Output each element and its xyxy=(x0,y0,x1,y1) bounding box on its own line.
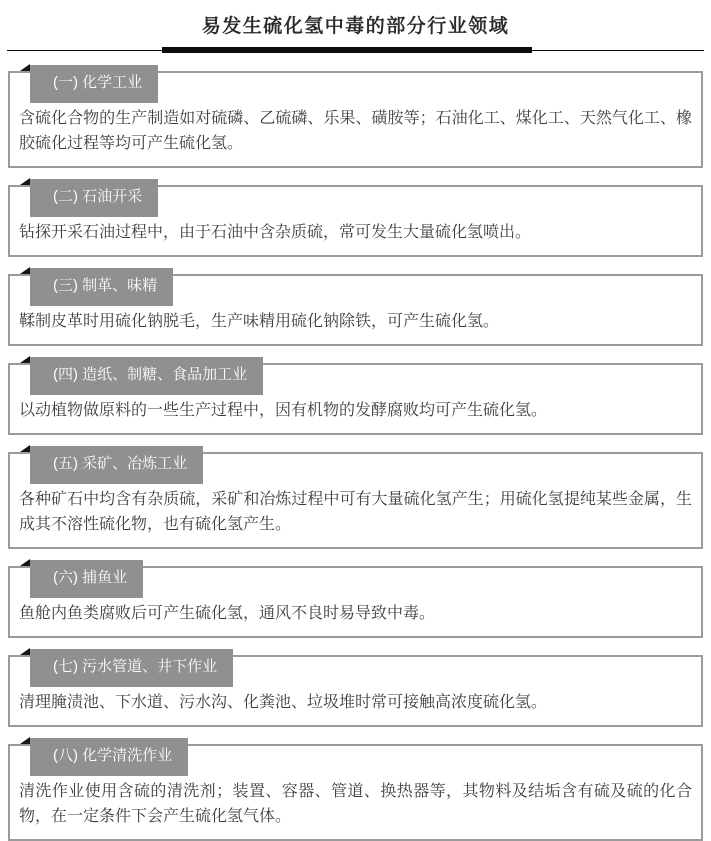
section-tanning-msg xyxy=(8,268,703,346)
section-label-ribbon xyxy=(30,357,263,395)
section-label: (一) 化学工业 xyxy=(53,74,143,91)
fold-corner-icon xyxy=(20,64,30,71)
fold-corner-icon xyxy=(20,559,30,566)
page-title: 易发生硫化氢中毒的部分行业领域 xyxy=(201,16,510,37)
section-body-text: 清洗作业使用含硫的清洗剂；装置、容器、管道、换热器等，其物料及结垢含有硫及硫的化合物，在一定条件下会产生硫化氢气体。 xyxy=(19,783,692,825)
section-label: (二) 石油开采 xyxy=(53,188,143,205)
section-chemical-cleaning xyxy=(8,738,703,841)
section-label: (六) 捕鱼业 xyxy=(53,569,128,586)
divider-thick-bar xyxy=(162,47,532,53)
section-label-ribbon xyxy=(30,738,188,776)
section-body-text: 含硫化合物的生产制造如对硫磷、乙硫磷、乐果、磺胺等；石油化工、煤化工、天然气化工、橡胶硫化过程等均可产生硫化氢。 xyxy=(19,110,692,152)
section-body-text: 以动植物做原料的一些生产过程中，因有机物的发酵腐败均可产生硫化氢。 xyxy=(19,402,548,419)
section-body-text: 鱼舱内鱼类腐败后可产生硫化氢，通风不良时易导致中毒。 xyxy=(19,605,436,622)
section-label-ribbon xyxy=(30,179,158,217)
fold-corner-icon xyxy=(20,737,30,744)
section-body-text: 鞣制皮革时用硫化钠脱毛，生产味精用硫化钠除铁，可产生硫化氢。 xyxy=(19,313,500,330)
section-label-ribbon xyxy=(30,65,158,103)
industry-sections xyxy=(0,65,711,841)
fold-corner-icon xyxy=(20,445,30,452)
section-chemical-industry xyxy=(8,65,703,168)
section-body-text: 各种矿石中均含有杂质硫，采矿和冶炼过程中可有大量硫化氢产生；用硫化氢提纯某些金属，生成其不溶性硫化物，也有硫化氢产生。 xyxy=(19,491,692,533)
section-label: (四) 造纸、制糖、食品加工业 xyxy=(53,366,248,383)
section-label-ribbon xyxy=(30,446,203,484)
section-body-text: 清理腌渍池、下水道、污水沟、化粪池、垃圾堆时常可接触高浓度硫化氢。 xyxy=(19,694,548,711)
section-sewage-underground xyxy=(8,649,703,727)
section-label-ribbon xyxy=(30,268,173,306)
title-divider xyxy=(0,47,711,54)
section-paper-sugar-food xyxy=(8,357,703,435)
fold-corner-icon xyxy=(20,267,30,274)
section-body-text: 钻探开采石油过程中，由于石油中含杂质硫，常可发生大量硫化氢喷出。 xyxy=(19,224,532,241)
section-label: (七) 污水管道、井下作业 xyxy=(53,658,218,675)
fold-corner-icon xyxy=(20,178,30,185)
fold-corner-icon xyxy=(20,356,30,363)
header xyxy=(0,0,711,54)
section-oil-extraction xyxy=(8,179,703,257)
section-label-ribbon xyxy=(30,649,233,687)
fold-corner-icon xyxy=(20,648,30,655)
section-label-ribbon xyxy=(30,560,143,598)
section-mining-smelting xyxy=(8,446,703,549)
section-label: (三) 制革、味精 xyxy=(53,277,158,294)
section-fishing xyxy=(8,560,703,638)
section-label: (五) 采矿、冶炼工业 xyxy=(53,455,188,472)
section-label: (八) 化学清洗作业 xyxy=(53,747,173,764)
